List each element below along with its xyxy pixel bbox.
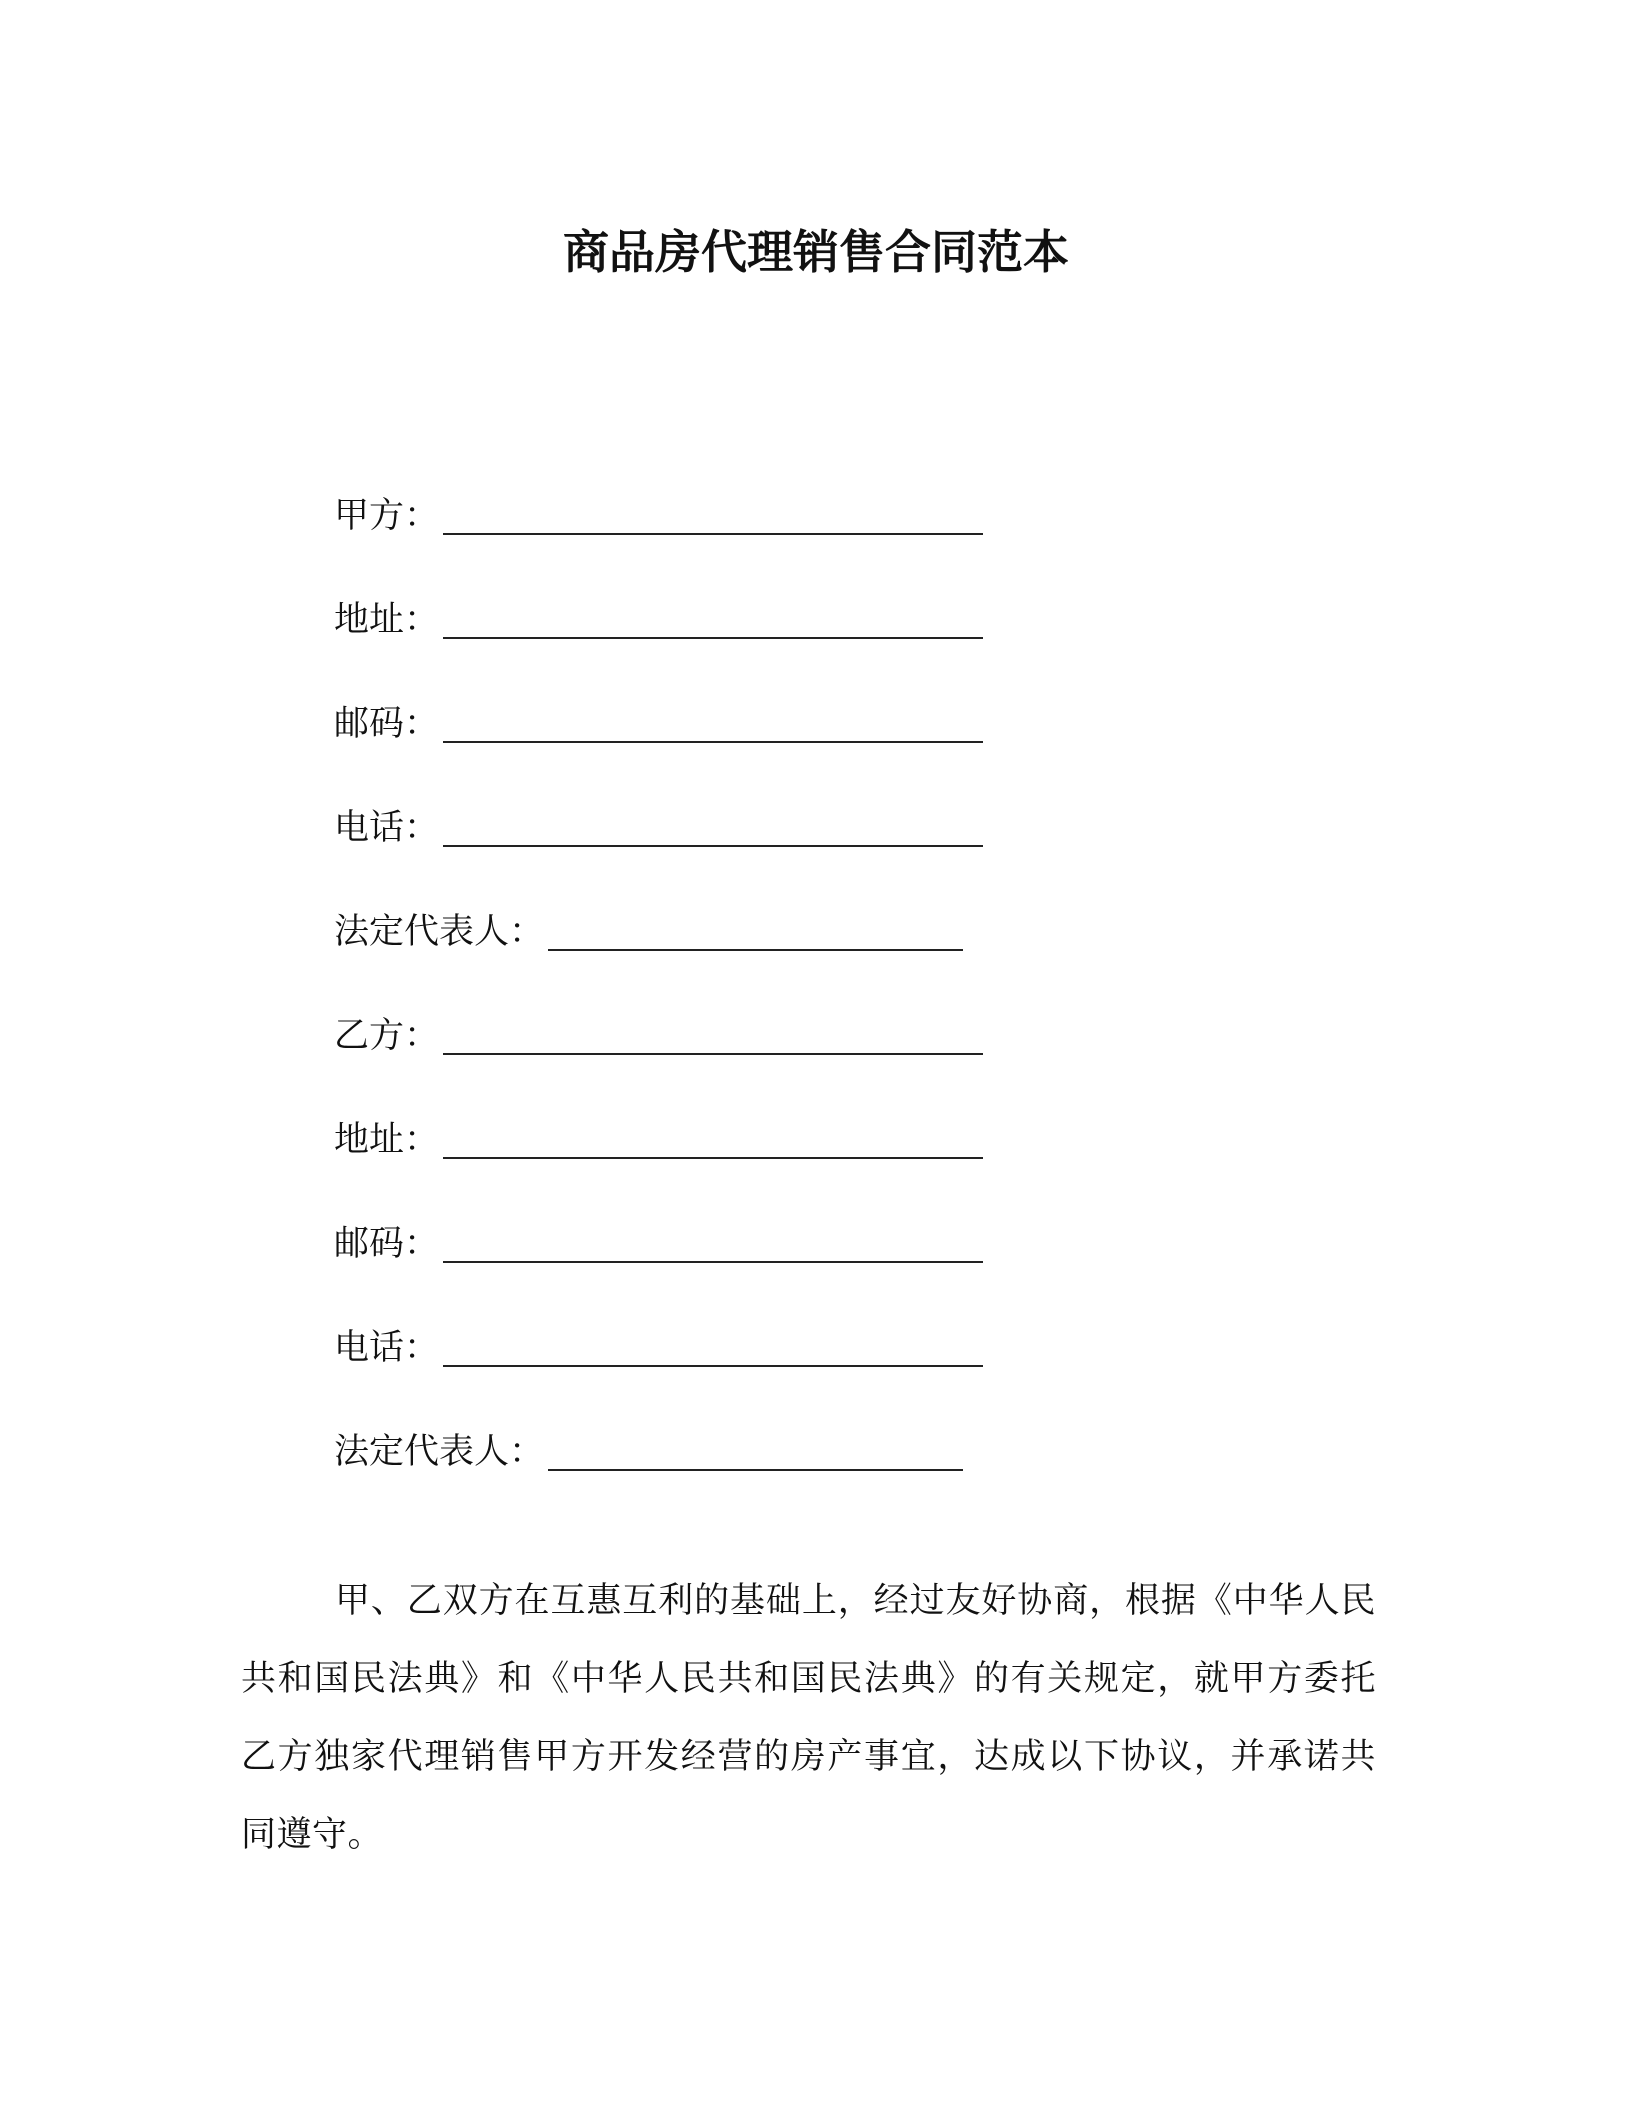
- field-label: 乙方：: [334, 1016, 440, 1056]
- field-label: 邮码：: [334, 704, 440, 744]
- blank-line: [548, 1427, 963, 1471]
- field-label: 甲方：: [334, 496, 440, 536]
- field-label: 法定代表人：: [334, 912, 545, 952]
- document-title: 商品房代理销售合同范本: [563, 225, 1069, 279]
- field-party-b-phone: [334, 1323, 1234, 1427]
- field-label: 地址：: [334, 600, 440, 640]
- field-party-a-address: [334, 595, 1234, 699]
- field-party-b-legal-rep: [334, 1427, 1234, 1531]
- field-label: 电话：: [334, 1328, 440, 1368]
- field-party-b-postcode: [334, 1219, 1234, 1323]
- field-label: 地址：: [334, 1120, 440, 1160]
- blank-line: [548, 907, 963, 951]
- party-fields: [334, 491, 1234, 1531]
- blank-line: [443, 491, 983, 535]
- field-party-a-legal-rep: [334, 907, 1234, 1011]
- blank-line: [443, 595, 983, 639]
- field-label: 邮码：: [334, 1224, 440, 1264]
- field-label: 法定代表人：: [334, 1432, 545, 1472]
- field-label: 电话：: [334, 808, 440, 848]
- field-party-b-address: [334, 1115, 1234, 1219]
- blank-line: [443, 699, 983, 743]
- field-party-a-phone: [334, 803, 1234, 907]
- blank-line: [443, 1115, 983, 1159]
- field-party-a: [334, 491, 1234, 595]
- intro-paragraph: 甲、乙双方在互惠互利的基础上，经过友好协商，根据《中华人民共和国民法典》和《中华人民共和国民法典》的有关规定，就甲方委托乙方独家代理销售甲方开发经营的房产事宜，达成以下协议，并承诺共同遵守。: [241, 1581, 1376, 1855]
- field-party-a-postcode: [334, 699, 1234, 803]
- blank-line: [443, 803, 983, 847]
- blank-line: [443, 1219, 983, 1263]
- blank-line: [443, 1011, 983, 1055]
- field-party-b: [334, 1011, 1234, 1115]
- blank-line: [443, 1323, 983, 1367]
